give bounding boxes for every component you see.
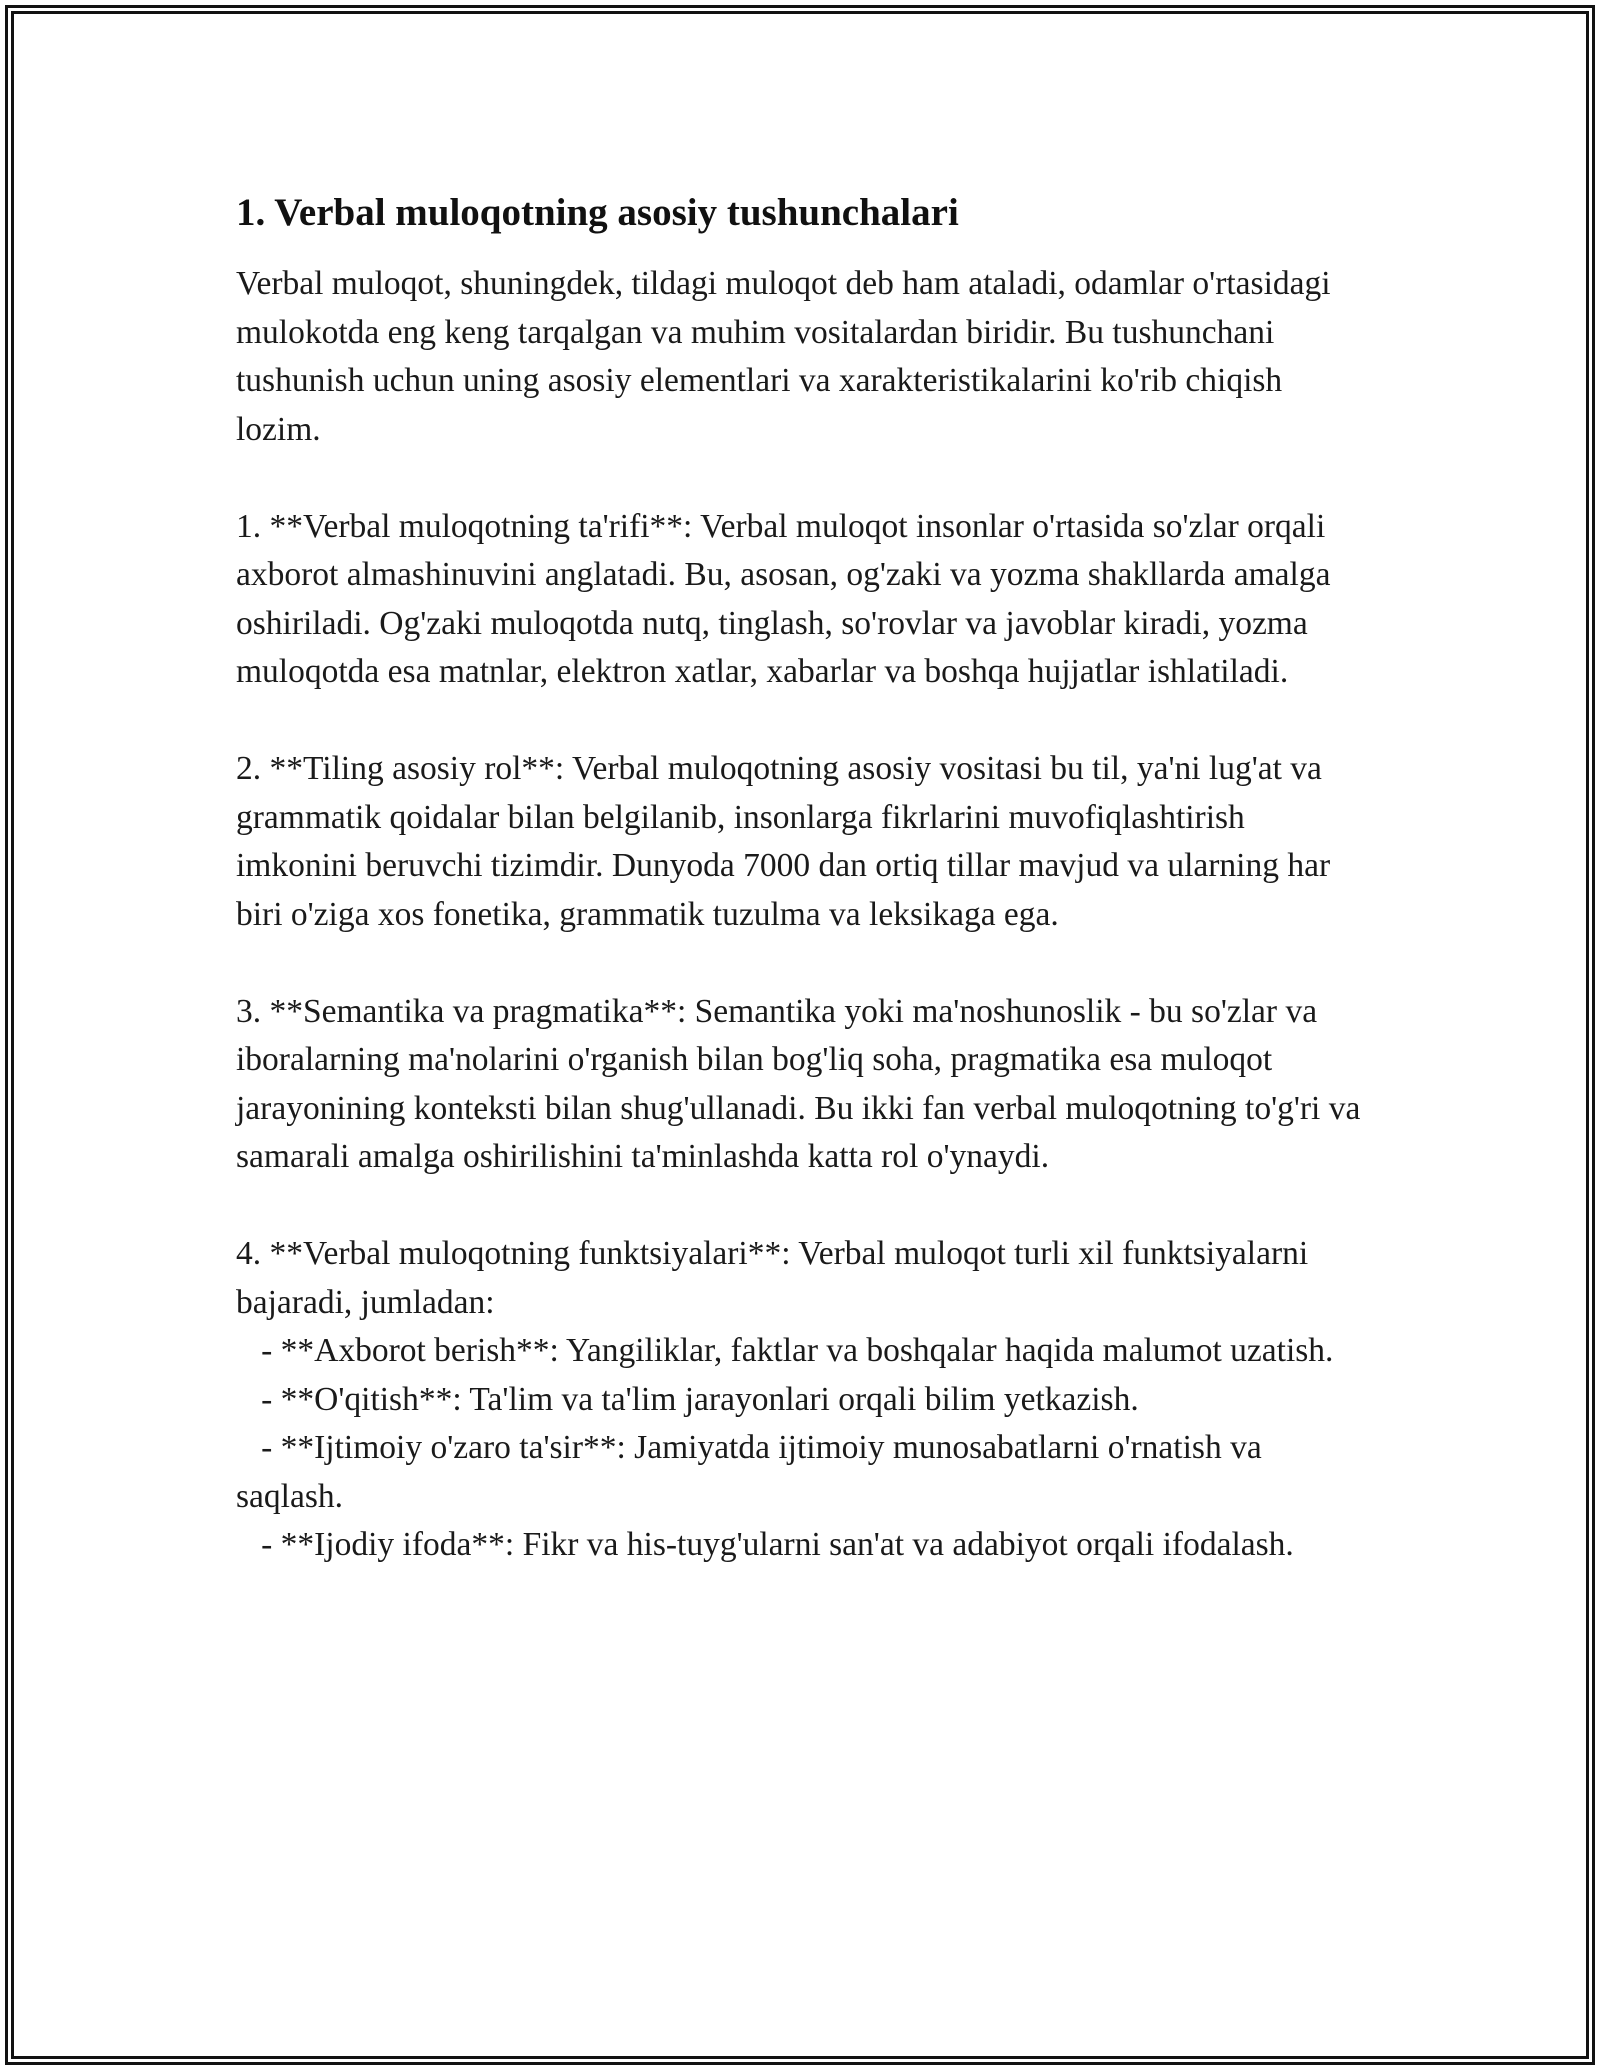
document-title: 1. Verbal muloqotning asosiy tushunchalari <box>236 191 959 234</box>
document-content <box>236 186 1366 1570</box>
document-body: Verbal muloqot, shuningdek, tildagi muloqot deb ham ataladi, odamlar o'rtasidagi mulokotda eng keng tarqalgan va muhim vositalardan biridir. Bu tushunchani tushunish uchun uning asosiy elementlari va xarakteristikalarini ko'rib chiqish lozim. 1. **Verbal muloqotning ta'rifi**: Verbal muloqot insonlar o'rtasida so'zlar orqali axborot almashinuvini anglatadi. Bu, asosan, og'zaki va yozma shakllarda amalga oshiriladi. Og'zaki muloqotda nutq, tinglash, so'rovlar va javoblar kiradi, yozma muloqotda esa matnlar, elektron xatlar, xabarlar va boshqa hujjatlar ishlatiladi. 2. **Tiling asosiy rol**: Verbal muloqotning asosiy vositasi bu til, ya'ni lug'at va grammatik qoidalar bilan belgilanib, insonlarga fikrlarini muvofiqlashtirish imkonini beruvchi tizimdir. Dunyoda 7000 dan ortiq tillar mavjud va ularning har biri o'ziga xos fonetika, grammatik tuzulma va leksikaga ega. 3. **Semantika va pragmatika**: Semantika yoki ma'noshunoslik - bu so'zlar va iboralarning ma'nolarini o'rganish bilan bog'liq soha, pragmatika esa muloqot jarayonining konteksti bilan shug'ullanadi. Bu ikki fan verbal muloqotning to'g'ri va samarali amalga oshirilishini ta'minlashda katta rol o'ynaydi. 4. **Verbal muloqotning funktsiyalari**: Verbal muloqot turli xil funktsiyalarni bajaradi, jumladan: - **Axborot berish**: Yangiliklar, faktlar va boshqalar haqida malumot uzatish. - **O'qitish**: Ta'lim va ta'lim jarayonlari orqali bilim yetkazish. - **Ijtimoiy o'zaro ta'sir**: Jamiyatda ijtimoiy munosabatlarni o'rnatish va saqlash. - **Ijodiy ifoda**: Fikr va his-tuyg'ularni san'at va adabiyot orqali ifodalash. <box>236 265 1361 1563</box>
